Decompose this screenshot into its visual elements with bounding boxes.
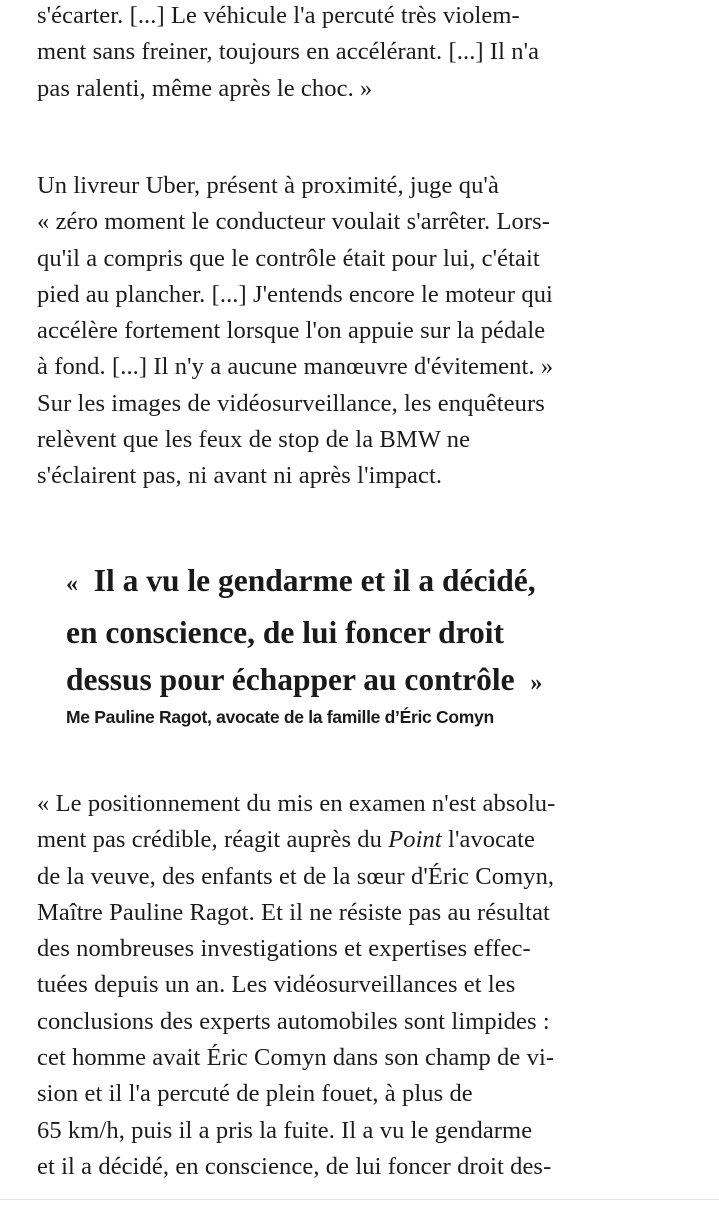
text-line: 65 km/h, puis il a pris la fuite. Il a vu le gendarme — [37, 1116, 533, 1144]
pull-quote-line — [66, 656, 686, 708]
paragraph-3 — [37, 786, 687, 1185]
close-quote-mark: » — [530, 670, 543, 696]
text-line: ment sans freiner, toujours en accélérant. [...] Il n'a — [37, 38, 540, 66]
text-line: et il a décidé, en conscience, de lui foncer droit des- — [37, 1152, 552, 1180]
text-line: s'éclairent pas, ni avant ni après l'impact. — [37, 462, 443, 490]
divider — [0, 1199, 719, 1200]
text-line: de la veuve, des enfants et de la sœur d'Éric Comyn, — [37, 862, 555, 890]
text-line: s'écarter. [...] Le véhicule l'a percuté très violem- — [37, 2, 520, 29]
text-line: « zéro moment le conducteur voulait s'arrêter. Lors- — [37, 208, 551, 236]
text-line: relèvent que les feux de stop de la BMW ne — [37, 426, 471, 454]
text-line: qu'il a compris que le contrôle était pour lui, c'était — [37, 244, 540, 272]
open-quote-mark: « — [66, 571, 78, 597]
text-line — [37, 822, 687, 858]
text-line: pas ralenti, même après le choc. » — [37, 74, 373, 102]
pull-quote-line: en conscience, de lui foncer droit — [66, 614, 505, 650]
text-line: cet homme avait Éric Comyn dans son champ de vi- — [37, 1044, 555, 1072]
text-run: l'avocate — [441, 826, 535, 854]
paragraph-1 — [37, 0, 687, 107]
pull-quote-line — [66, 557, 686, 609]
text-line: sion et il l'a percuté de plein fouet, à plus de — [37, 1080, 473, 1108]
pull-quote-text: dessus pour échapper au contrôle — [66, 662, 515, 697]
text-line: « Le positionnement du mis en examen n'est absolu- — [37, 790, 556, 817]
text-line: à fond. [...] Il n'y a aucune manœuvre d'évitement. » — [37, 353, 554, 381]
paragraph-2 — [37, 168, 687, 495]
publication-name: Point — [388, 826, 442, 854]
text-line: Sur les images de vidéosurveillance, les enquêteurs — [37, 389, 545, 417]
text-line: des nombreuses investigations et expertises effec- — [37, 935, 531, 963]
quote-attribution: Me Pauline Ragot, avocate de la famille d’Éric Comyn — [66, 707, 494, 727]
pull-quote — [66, 557, 686, 708]
text-line: pied au plancher. [...] J'entends encore le moteur qui — [37, 280, 553, 308]
pull-quote-text: Il a vu le gendarme et il a décidé, — [93, 563, 536, 598]
text-run: ment pas crédible, réagit auprès du — [37, 826, 389, 854]
text-line: Maître Pauline Ragot. Et il ne résiste pas au résultat — [37, 898, 550, 926]
text-line: accélère fortement lorsque l'on appuie sur la pédale — [37, 317, 546, 345]
text-line: tuées depuis un an. Les vidéosurveillances et les — [37, 971, 516, 999]
text-line: Un livreur Uber, présent à proximité, juge qu'à — [37, 172, 499, 199]
text-line: conclusions des experts automobiles sont limpides : — [37, 1007, 550, 1035]
